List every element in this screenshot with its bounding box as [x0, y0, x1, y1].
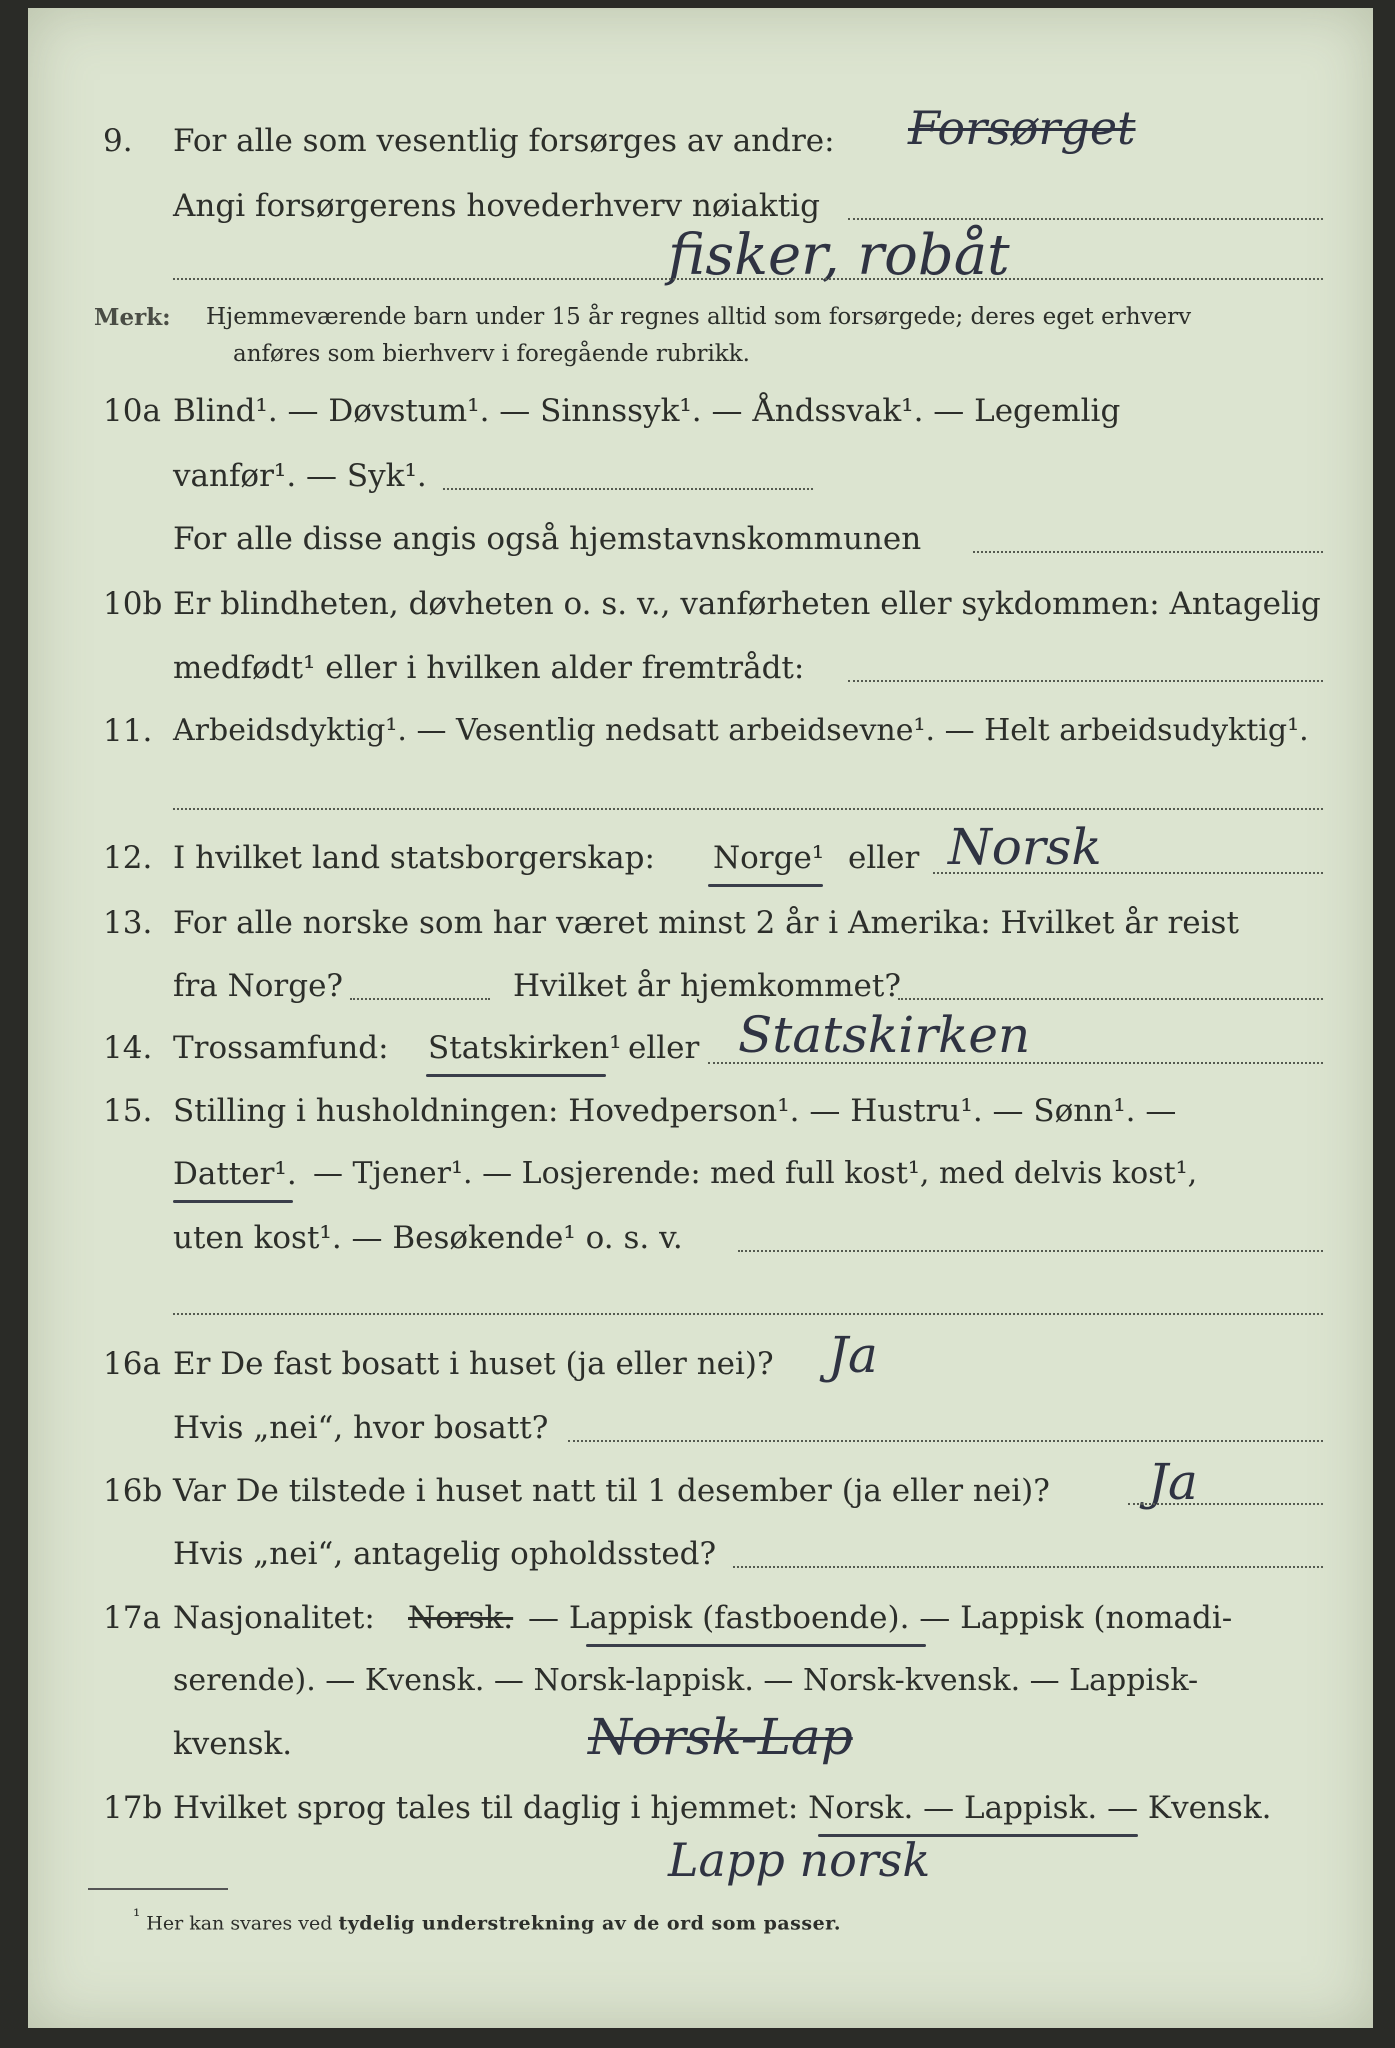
question-text: kvensk. [173, 1726, 293, 1762]
question-text: For alle som vesentlig forsørges av andre: [173, 123, 835, 159]
question-17a-line-3 [28, 1708, 1373, 1786]
question-text: For alle disse angis også hjemstavnskommunen [173, 521, 922, 557]
question-text: Hvilket år hjemkommet? [513, 968, 901, 1004]
option-norsk-crossed: Norsk. [408, 1600, 514, 1636]
handwritten-answer: Ja [828, 1326, 878, 1384]
question-11 [28, 713, 1373, 773]
question-text: Angi forsørgerens hovederhverv nøiaktig [173, 188, 820, 224]
census-form-page [28, 8, 1373, 2028]
handwritten-answer: fisker, robåt [668, 223, 1010, 288]
question-16b [28, 1453, 1373, 1533]
question-text: Nasjonalitet: [173, 1600, 375, 1636]
question-15 [28, 1093, 1373, 1153]
option-norge: Norge¹ [713, 840, 825, 876]
question-17b-answer-row [28, 1833, 1373, 1903]
handwritten-answer: Statskirken [738, 1006, 1031, 1064]
question-15-line-3 [28, 1220, 1373, 1280]
question-15-line-2 [28, 1156, 1373, 1216]
footnote-divider [88, 1888, 228, 1890]
question-16a [28, 1326, 1373, 1406]
answer-line [443, 488, 813, 490]
question-text: Blind¹. — Døvstum¹. — Sinnssyk¹. — Åndssvak¹. — Legemlig [173, 393, 1121, 429]
underline-mark [426, 1074, 606, 1077]
footnote [133, 1906, 841, 1934]
answer-line [173, 808, 1323, 810]
answer-line [848, 218, 1323, 220]
answer-line [898, 998, 1323, 1000]
question-text: — Tjener¹. — Losjerende: med full kost¹, med delvis kost¹, [313, 1156, 1198, 1191]
question-number: 9. [103, 123, 133, 159]
question-15-answer-row [28, 1283, 1373, 1343]
underline-mark [708, 884, 823, 887]
answer-line [933, 872, 1323, 874]
question-12 [28, 818, 1373, 900]
question-number: 16b [103, 1473, 163, 1509]
question-number: 11. [103, 713, 153, 749]
question-17a [28, 1600, 1373, 1660]
question-text: Hvis „nei“, hvor bosatt? [173, 1410, 549, 1446]
question-text: vanfør¹. — Syk¹. [173, 458, 427, 494]
footnote-text: Her kan svares ved [146, 1912, 333, 1935]
question-text: Er blindheten, døvheten o. s. v., vanførheten eller sykdommen: Antagelig [173, 586, 1321, 622]
question-number: 12. [103, 840, 153, 876]
question-9-answer-row [28, 223, 1373, 308]
handwritten-answer: Ja [1148, 1453, 1198, 1511]
question-number: 14. [103, 1030, 153, 1066]
answer-line [848, 680, 1323, 682]
question-14 [28, 1006, 1373, 1090]
question-text: medfødt¹ eller i hvilken alder fremtrådt: [173, 650, 805, 686]
answer-line [1128, 1503, 1323, 1505]
question-text: Trossamfund: [173, 1030, 389, 1066]
footnote-mark: ¹ [133, 1906, 141, 1927]
answer-line [568, 1440, 1323, 1442]
underline-mark [173, 1200, 293, 1203]
question-text: Var De tilstede i huset natt til 1 desember (ja eller nei)? [173, 1473, 1050, 1509]
handwritten-crossed-answer: Norsk-Lap [588, 1708, 853, 1766]
answer-line [733, 1566, 1323, 1568]
answer-line [973, 551, 1323, 553]
question-number: 10b [103, 586, 163, 622]
answer-line [173, 278, 1323, 280]
question-text: Er De fast bosatt i huset (ja eller nei)? [173, 1346, 774, 1382]
question-text: Arbeidsdyktig¹. — Vesentlig nedsatt arbeidsevne¹. — Helt arbeidsudyktig¹. [173, 713, 1309, 748]
question-11-answer-row [28, 778, 1373, 838]
handwritten-answer: Lapp norsk [668, 1833, 931, 1887]
question-10a-line-2 [28, 458, 1373, 518]
question-10b [28, 586, 1373, 646]
answer-line [708, 1062, 1323, 1064]
footnote-emphasis: tydelig understrekning av de ord som passer. [338, 1912, 842, 1935]
question-16b-line-2 [28, 1536, 1373, 1596]
question-text: I hvilket land statsborgerskap: [173, 840, 655, 876]
question-number: 17b [103, 1790, 163, 1826]
question-9 [28, 101, 1373, 183]
question-text: fra Norge? [173, 968, 344, 1004]
question-text: Hvis „nei“, antagelig opholdssted? [173, 1536, 717, 1572]
question-number: 15. [103, 1093, 153, 1129]
note-text: anføres som bierhverv i foregående rubrikk. [233, 341, 750, 367]
option-statskirken: Statskirken¹ [428, 1030, 622, 1066]
question-text: uten kost¹. — Besøkende¹ o. s. v. [173, 1220, 683, 1256]
question-text: Stilling i husholdningen: Hovedperson¹. — Hustru¹. — Sønn¹. — [173, 1093, 1177, 1129]
answer-line [738, 1250, 1323, 1252]
note-label: Merk: [94, 304, 171, 331]
question-number: 16a [103, 1346, 161, 1382]
question-10a-line-3 [28, 521, 1373, 581]
question-number: 17a [103, 1600, 161, 1636]
question-text: eller [628, 1030, 700, 1066]
answer-line [350, 998, 490, 1000]
answer-line [173, 1313, 1323, 1315]
question-13 [28, 905, 1373, 965]
question-13-line-2 [28, 968, 1373, 1028]
handwritten-crossed-answer: Forsørget [908, 101, 1136, 155]
underline-mark [586, 1644, 926, 1647]
question-text: For alle norske som har været minst 2 år i Amerika: Hvilket år reist [173, 905, 1239, 941]
question-10b-line-2 [28, 650, 1373, 710]
question-number: 13. [103, 905, 153, 941]
question-text: eller [848, 840, 920, 876]
note-text: Hjemmeværende barn under 15 år regnes alltid som forsørgede; deres eget erhverv [206, 304, 1192, 330]
question-text: serende). — Kvensk. — Norsk-lappisk. — Norsk-kvensk. — Lappisk- [173, 1663, 1199, 1698]
question-number: 10a [103, 393, 161, 429]
question-text: — Lappisk (fastboende). — Lappisk (nomadi- [528, 1600, 1233, 1636]
option-datter: Datter¹. [173, 1156, 297, 1192]
note-merk-line-2 [28, 341, 1373, 401]
question-text: Hvilket sprog tales til daglig i hjemmet: Norsk. — Lappisk. — Kvensk. [173, 1790, 1272, 1826]
handwritten-answer: Norsk [948, 818, 1102, 876]
question-10a [28, 393, 1373, 453]
